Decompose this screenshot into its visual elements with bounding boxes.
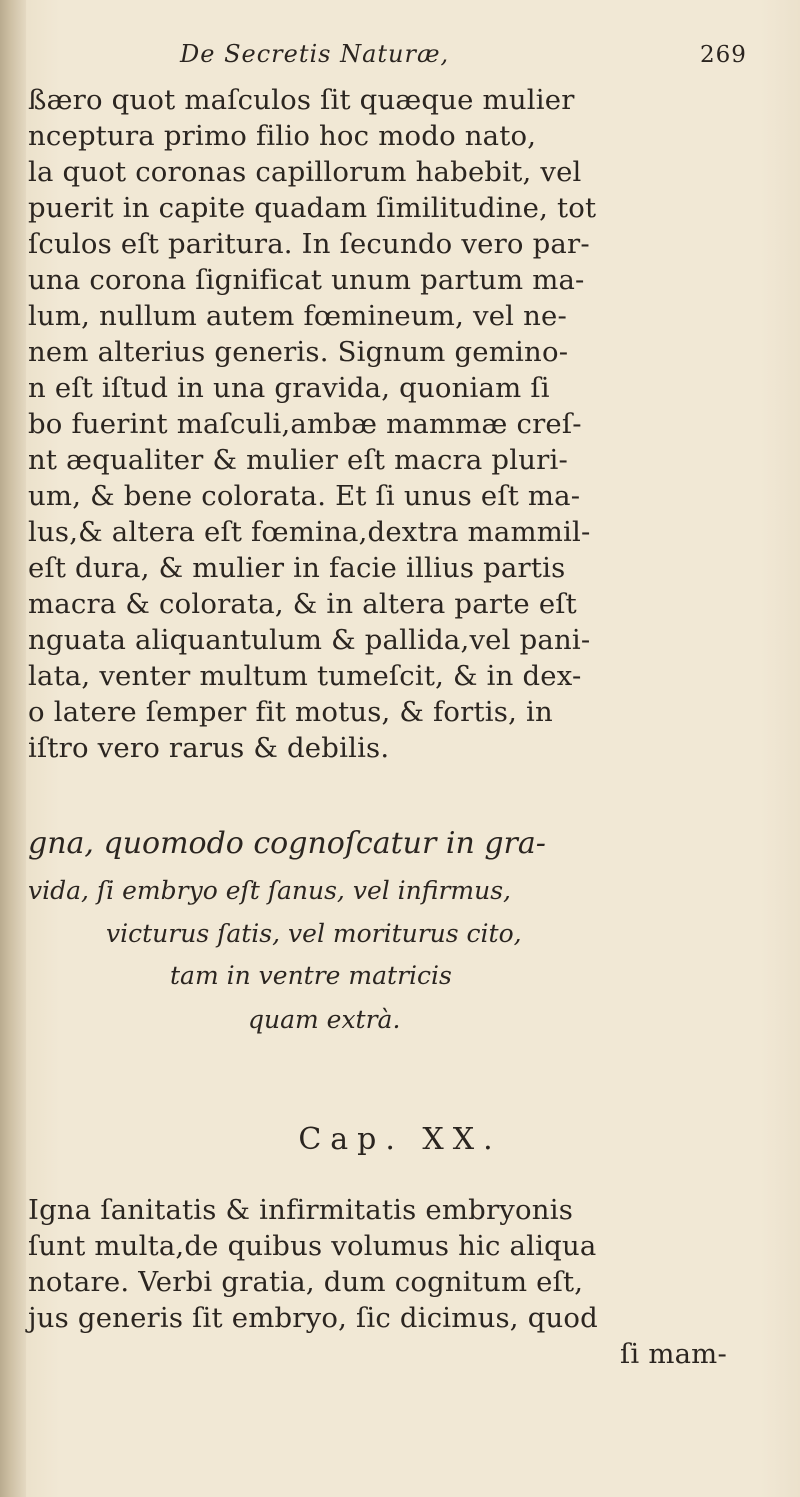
heading-line: victurus ſatis, vel moriturus cito, <box>106 919 522 948</box>
page-gutter <box>0 0 26 1497</box>
text-line: eſt dura, & mulier in facie illius partis <box>28 552 566 584</box>
text-line: nceptura primo filio hoc modo nato, <box>28 120 537 152</box>
heading-line: tam in ventre matricis <box>170 961 452 990</box>
text-line: ßæro quot maſculos ſit quæque mulier <box>28 84 575 116</box>
text-line: nt æqualiter & mulier eſt macra pluri- <box>28 444 568 476</box>
text-line: jus generis ſit embryo, ſic dicimus, quod <box>28 1302 598 1334</box>
text-line: um, & bene colorata. Et ſi unus eſt ma- <box>28 480 581 512</box>
running-title: De Secretis Naturæ, <box>180 40 450 68</box>
heading-line: gna, quomodo cognoſcatur in gra- <box>28 826 546 861</box>
text-line: la quot coronas capillorum habebit, vel <box>28 156 582 188</box>
text-line: Igna ſanitatis & infirmitatis embryonis <box>28 1194 574 1226</box>
heading-line: vida, ſi embryo eſt ſanus, vel infirmus, <box>28 876 511 905</box>
page-header <box>0 40 800 76</box>
text-line: nem alterius generis. Signum gemino- <box>28 336 569 368</box>
text-line: ſi mam- <box>620 1338 727 1370</box>
text-line: ſculos eſt paritura. In ſecundo vero par- <box>28 228 590 260</box>
chapter-number: Cap. XX. <box>298 1122 502 1157</box>
text-line: una corona ſignificat unum partum ma- <box>28 264 585 296</box>
heading-line: quam extrà. <box>248 1005 401 1034</box>
text-line: lata, venter multum tumeſcit, & in dex- <box>28 660 582 692</box>
text-line: lum, nullum autem fœmineum, vel ne- <box>28 300 567 332</box>
text-line: puerit in capite quadam ſimilitudine, tot <box>28 192 597 224</box>
text-line: bo fuerint maſculi,ambæ mammæ creſ- <box>28 408 582 440</box>
page-number: 269 <box>700 42 747 68</box>
text-line: notare. Verbi gratia, dum cognitum eſt, <box>28 1266 584 1298</box>
text-line: n eſt iſtud in una gravida, quoniam ſi <box>28 372 550 404</box>
text-line: lus,& altera eſt fœmina,dextra mammil- <box>28 516 591 548</box>
text-line: macra & colorata, & in altera parte eſt <box>28 588 577 620</box>
text-line: nguata aliquantulum & pallida,vel pani- <box>28 624 591 656</box>
text-line: iſtro vero rarus & debilis. <box>28 732 390 764</box>
text-line: o latere ſemper fit motus, & fortis, in <box>28 696 553 728</box>
text-line: ſunt multa,de quibus volumus hic aliqua <box>28 1230 597 1262</box>
